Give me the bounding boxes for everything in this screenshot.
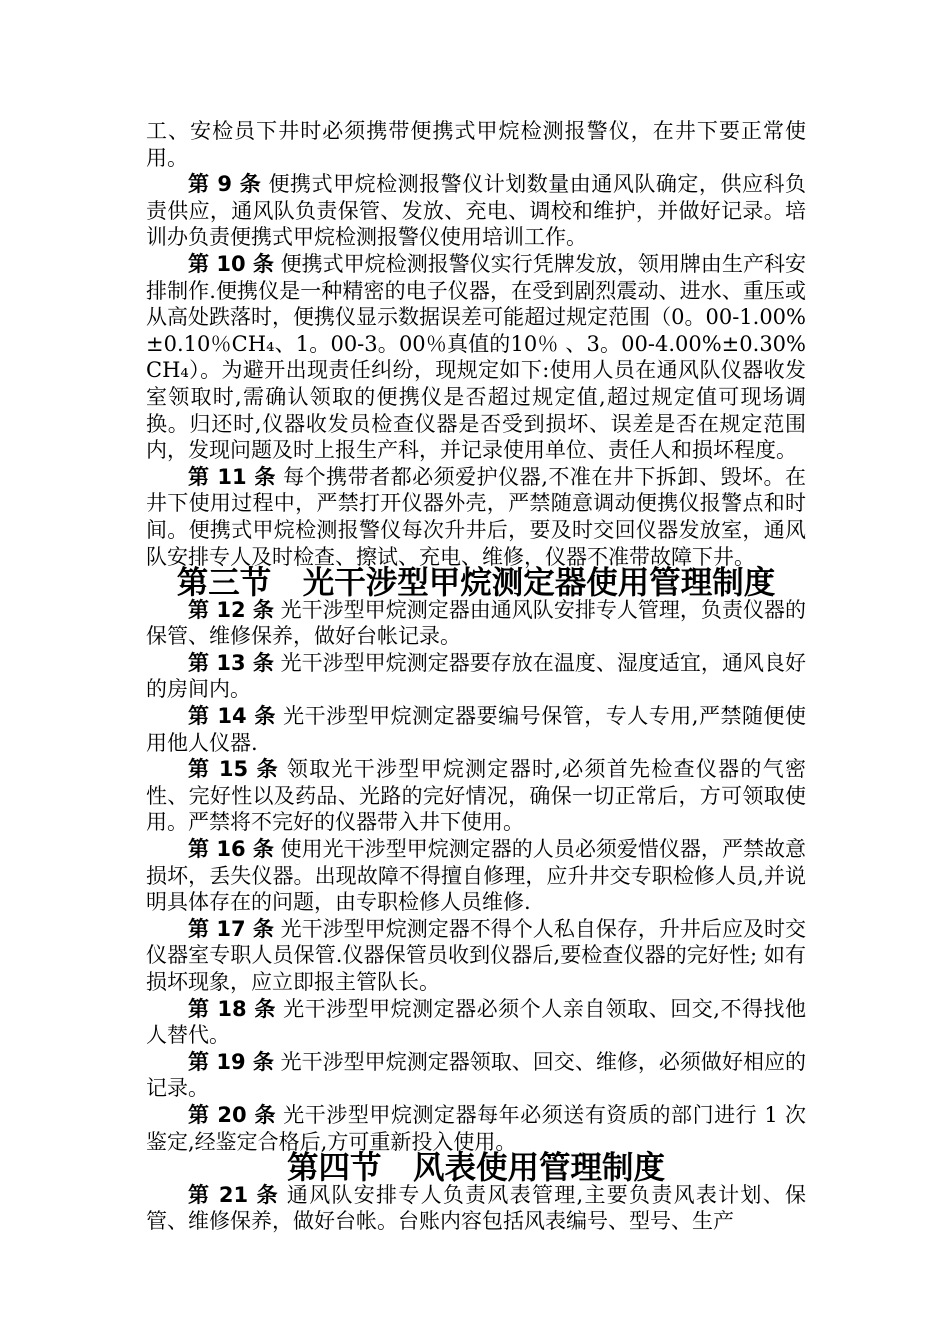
- article-number: 第 17 条: [188, 916, 274, 941]
- article-number: 第 14 条: [188, 704, 276, 729]
- paragraph-text: 光干涉型甲烷测定器必须个人亲自领取、回交,不得找他人替代。: [146, 996, 806, 1048]
- article-21: [146, 1182, 806, 1235]
- article-14: [146, 703, 806, 756]
- article-number: 第 16 条: [188, 837, 274, 862]
- article-10: [146, 251, 806, 464]
- section-heading-3: 第三节 光干涉型甲烷测定器使用管理制度: [176, 565, 776, 602]
- article-number: 第 11 条: [188, 464, 276, 489]
- article-number: 第 18 条: [188, 996, 276, 1021]
- article-number: 第 10 条: [188, 251, 274, 276]
- article-number: 第 13 条: [188, 650, 274, 675]
- article-20: [146, 1102, 806, 1155]
- article-number: 第 19 条: [188, 1049, 274, 1074]
- paragraph-text: 使用光干涉型甲烷测定器的人员必须爱惜仪器，严禁故意损坏，丢失仪器。出现故障不得擅自修理，应升井交专职检修人员,并说明具体存在的问题，由专职检修人员维修.: [146, 837, 806, 915]
- article-9: [146, 171, 806, 251]
- article-18: [146, 996, 806, 1049]
- article-19: [146, 1049, 806, 1102]
- article-16: [146, 836, 806, 916]
- article-number: 第 20 条: [188, 1102, 277, 1127]
- article-13: [146, 650, 806, 703]
- paragraph-text: 光干涉型甲烷测定器要存放在温度、湿度适宜，通风良好的房间内。: [146, 650, 806, 702]
- article-number: 第 9 条: [188, 172, 262, 197]
- article-number: 第 15 条: [188, 757, 279, 782]
- paragraph-intro: [146, 118, 806, 171]
- document-page: [146, 118, 806, 1235]
- paragraph-text: 光干涉型甲烷测定器由通风队安排专人管理，负责仪器的保管、维修保养，做好台帐记录。: [146, 597, 806, 649]
- paragraph-text: 便携式甲烷检测报警仪计划数量由通风队确定，供应科负责供应，通风队负责保管、发放、充电、调校和维护，并做好记录。培训办负责便携式甲烷检测报警仪使用培训工作。: [146, 172, 806, 250]
- paragraph-text: 领取光干涉型甲烷测定器时,必须首先检查仪器的气密性、完好性以及药品、光路的完好情况，确保一切正常后，方可领取使用。严禁将不完好的仪器带入井下使用。: [146, 757, 806, 835]
- paragraph-text: 光干涉型甲烷测定器要编号保管，专人专用,严禁随便使用他人仪器.: [146, 704, 806, 755]
- paragraph-text: 每个携带者都必须爱护仪器,不准在井下拆卸、毁坏。在井下使用过程中，严禁打开仪器外壳，严禁随意调动便携仪报警点和时间。便携式甲烷检测报警仪每次升井后，要及时交回仪器发放室，通风队安排专人及时检查、擦试、充电、维修，仪器不准带故障下井。: [146, 464, 806, 569]
- paragraph-text: 光干涉型甲烷测定器不得个人私自保存，升井后应及时交仪器室专职人员保管.仪器保管员收到仪器后,要检查仪器的完好性; 如有损坏现象，应立即报主管队长。: [146, 916, 806, 994]
- section-heading-4: 第四节 风表使用管理制度: [286, 1150, 665, 1187]
- paragraph-text: 便携式甲烷检测报警仪实行凭牌发放，领用牌由生产科安排制作.便携仪是一种精密的电子仪器，在受到剧烈震动、进水、重压或从高处跌落时，便携仪显示数据误差可能超过规定范围（0。00-1.00%±0.10％CH₄、1。00-3。00％真值的10％ 、3。00-4.00%±0.30% CH₄）。为避开出现责任纠纷，现规定如下:使用人员在通风队仪器收发室领取时,需确认领取的便携仪是否超过规定值,超过规定值可现场调换。归还时,仪器收发员检查仪器是否受到损坏、误差是否在规定范围内，发现问题及时上报生产科，并记录使用单位、责任人和损坏程度。: [146, 251, 806, 463]
- article-15: [146, 756, 806, 836]
- article-17: [146, 916, 806, 996]
- article-12: [146, 597, 806, 650]
- article-11: [146, 464, 806, 570]
- article-number: 第 21 条: [188, 1182, 279, 1207]
- paragraph-text: 通风队安排专人负责风表管理,主要负责风表计划、保管、维修保养，做好台帐。台账内容包括风表编号、型号、生产: [146, 1182, 806, 1234]
- paragraph-text: 工、安检员下井时必须携带便携式甲烷检测报警仪，在井下要正常使用。: [146, 119, 806, 170]
- paragraph-text: 光干涉型甲烷测定器每年必须送有资质的部门进行 1 次鉴定,经鉴定合格后,方可重新投入使用。: [146, 1102, 806, 1154]
- article-number: 第 12 条: [188, 597, 274, 622]
- paragraph-text: 光干涉型甲烷测定器领取、回交、维修，必须做好相应的记录。: [146, 1049, 806, 1101]
